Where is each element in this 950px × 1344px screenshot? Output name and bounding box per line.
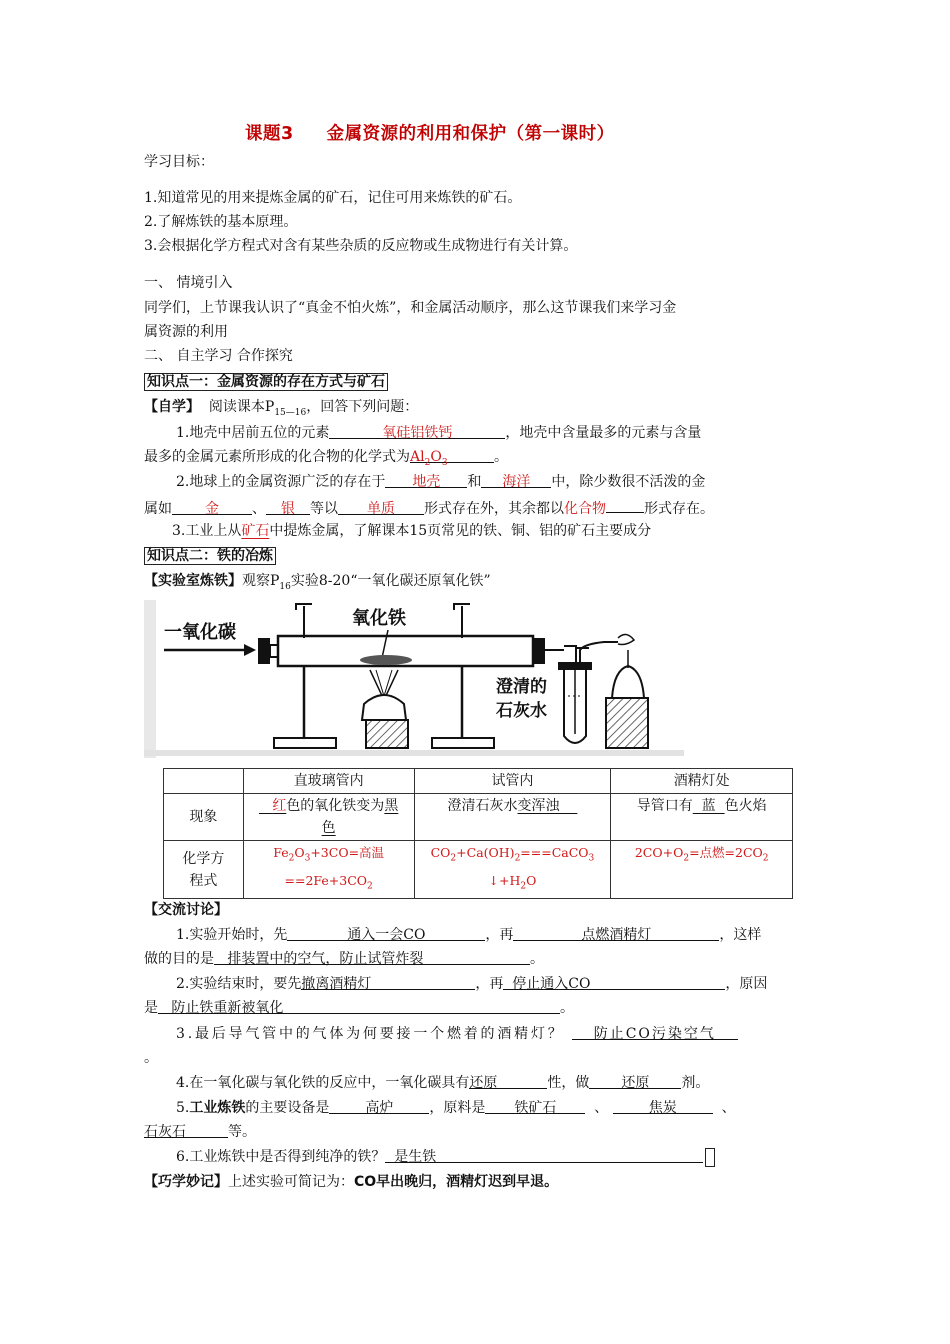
answer-elements: 氧硅铝铁钙 — [329, 423, 505, 439]
discussion-3-line1: 3.最后导气管中的气体为何要接一个燃着的酒精灯？ 防止CO污染空气 — [176, 1024, 738, 1044]
goal-item: 3.会根据化学方程式对含有某些杂质的反应物或生成物进行有关计算。 — [144, 238, 578, 254]
section1-heading: 一、 情境引入 — [144, 275, 233, 291]
intro-text: 同学们，上节课我认识了“真金不怕火炼”，和金属活动顺序，那么这节课我们来学习金 — [144, 300, 677, 316]
discussion-2-line2: 是 防止铁重新被氧化 。 — [144, 1000, 574, 1016]
tip-line: 【巧学妙记】上述实验可简记为：CO早出晚归，酒精灯迟到早退。 — [144, 1174, 559, 1190]
discussion-5-line1: 5.工业炼铁的主要设备是 高炉 ，原料是 铁矿石 、 焦炭 、 — [176, 1100, 736, 1116]
discussion-4: 4.在一氧化碳与氧化铁的反应中，一氧化碳具有还原 性，做 还原 剂。 — [176, 1075, 710, 1091]
question-1-line2: 最多的金属元素所形成的化合物的化学式为$Al_2O_3$ 。 — [144, 449, 508, 468]
discussion-1-line2: 做的目的是 排装置中的空气，防止试管炸裂 。 — [144, 951, 544, 967]
self-study-line: 【自学】 阅读课本$P_{15—16}$，回答下列问题： — [144, 399, 419, 418]
question-3: 3.工业上从矿石中提炼金属，了解课本15页常见的铁、铜、铝的矿石主要成分 — [172, 523, 652, 539]
table-header-cell — [164, 769, 244, 794]
table-cell: $Fe_2O_3+3CO=$高温 $==2Fe+3CO_2$ — [243, 841, 414, 899]
table-header-cell: 直玻璃管内 — [243, 769, 414, 794]
knowledge-point-2-title: 知识点二：铁的冶炼 — [144, 547, 276, 565]
table-cell: 红色的氧化铁变为黑 色 — [243, 794, 414, 841]
discussion-tag: 【交流讨论】 — [144, 902, 228, 918]
table-row — [164, 841, 793, 899]
table-cell: $2CO+O_2=$点燃$=2CO_2$ — [611, 841, 793, 899]
goal-item: 1.知道常见的用来提炼金属的矿石，记住可用来炼铁的矿石。 — [144, 190, 522, 206]
row-label: 化学方 程式 — [164, 841, 244, 899]
goals-heading: 学习目标： — [144, 154, 214, 170]
row-label: 现象 — [164, 794, 244, 841]
table-row — [164, 794, 793, 841]
discussion-3-line2: 。 — [144, 1050, 158, 1066]
limewater-label-2: 石灰水 — [496, 701, 547, 721]
table-cell: 导管口有 蓝 色火焰 — [611, 794, 793, 841]
question-2-line2: 属如 金 、 银 等以 单质 形式存在外，其余都以化合物 形式存在。 — [144, 497, 714, 519]
fe2o3-label: 氧化铁 — [352, 608, 406, 629]
section2-heading: 二、 自主学习 合作探究 — [144, 348, 293, 364]
checkbox-glyph — [705, 1148, 715, 1167]
table-header-row — [164, 769, 793, 794]
knowledge-point-1-title: 知识点一：金属资源的存在方式与矿石 — [144, 373, 388, 391]
table-header-cell: 试管内 — [414, 769, 611, 794]
question-2-line1: 2.地球上的金属资源广泛的存在于 地壳 和 海洋 中，除少数很不活泼的金 — [176, 474, 706, 490]
goal-item: 2.了解炼铁的基本原理。 — [144, 214, 298, 230]
answer-formula: $Al_2O_3$ — [410, 447, 494, 463]
page-title: 课题3 金属资源的利用和保护（第一课时） — [245, 124, 615, 144]
apparatus-diagram — [144, 600, 684, 760]
limewater-label-1: 澄清的 — [496, 677, 547, 697]
experiment-table — [163, 768, 793, 899]
discussion-2-line1: 2.实验结束时，要先撤离酒精灯 ，再 停止通入CO ，原因 — [176, 976, 768, 992]
co-label: 一氧化碳 — [164, 622, 236, 643]
question-1-line1: 1.地壳中居前五位的元素 氧硅铝铁钙 ，地壳中含量最多的元素与含量 — [176, 425, 702, 441]
table-header-cell: 酒精灯处 — [611, 769, 793, 794]
discussion-5-line2: 石灰石 等。 — [144, 1124, 256, 1140]
table-cell: 澄清石灰水变浑浊 — [414, 794, 611, 841]
discussion-6: 6.工业炼铁中是否得到纯净的铁？ 是生铁 — [176, 1147, 715, 1167]
intro-text: 属资源的利用 — [144, 324, 228, 340]
discussion-1-line1: 1.实验开始时，先 通入一会CO ，再 点燃酒精灯 ，这样 — [176, 927, 762, 943]
table-cell: $CO_2+Ca(OH)_2===CaCO_3$ $↓+H_2O$ — [414, 841, 611, 899]
lab-line: 【实验室炼铁】观察$P_{16}$实验8-20“一氧化碳还原氧化铁” — [144, 573, 491, 592]
